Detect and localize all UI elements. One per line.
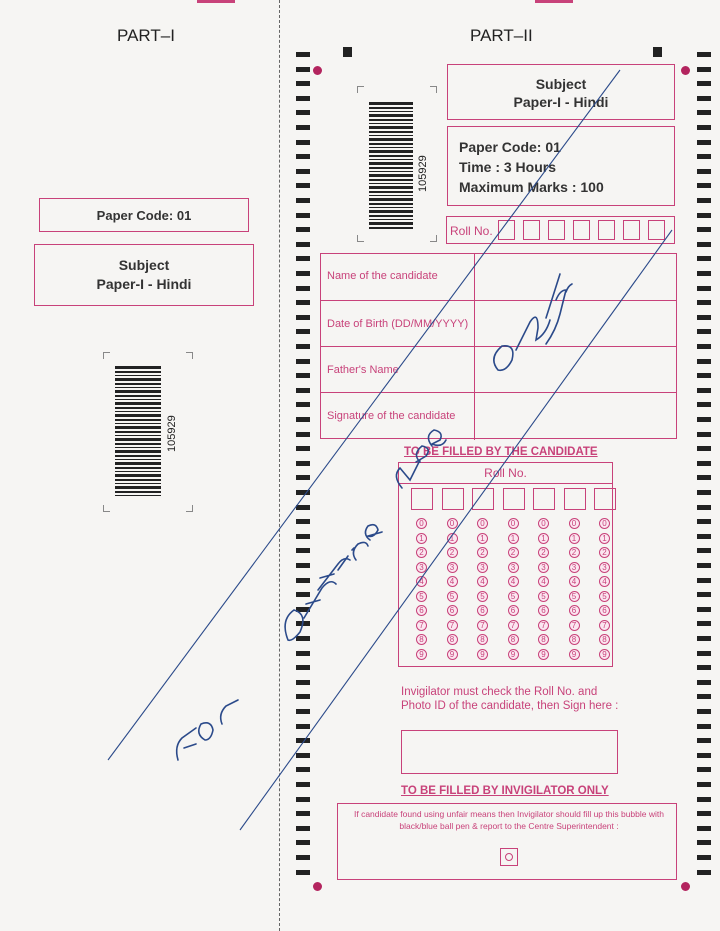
field-signature-label: Signature of the candidate (327, 410, 456, 422)
roll-bubble[interactable]: 5 (538, 591, 549, 602)
roll-bubble[interactable]: 2 (508, 547, 519, 558)
roll-bubble[interactable]: 9 (569, 649, 580, 660)
part1-title: PART–I (117, 26, 175, 45)
part2-paper-code: Paper Code: 01 (459, 139, 561, 155)
roll-bubble[interactable]: 4 (538, 576, 549, 587)
roll-bubble[interactable]: 6 (508, 605, 519, 616)
roll-bubble[interactable]: 8 (569, 634, 580, 645)
roll-bubble[interactable]: 7 (508, 620, 519, 631)
roll-bubble[interactable]: 3 (477, 562, 488, 573)
roll-bubble[interactable]: 6 (538, 605, 549, 616)
field-dob-label: Date of Birth (DD/MM/YYYY) (327, 318, 469, 330)
roll-bubble[interactable]: 3 (508, 562, 519, 573)
roll-bubble[interactable]: 8 (447, 634, 458, 645)
roll-bubble[interactable]: 1 (416, 533, 427, 544)
roll-bubble[interactable]: 7 (447, 620, 458, 631)
part2-subject-label: Subject (535, 76, 587, 92)
roll-bubble[interactable]: 8 (599, 634, 610, 645)
roll-bubble[interactable]: 0 (447, 518, 458, 529)
roll-bubble[interactable]: 7 (569, 620, 580, 631)
part2-max-marks: Maximum Marks : 100 (459, 179, 604, 195)
roll-bubble[interactable]: 0 (538, 518, 549, 529)
roll-bubble[interactable]: 7 (416, 620, 427, 631)
invigilator-note: Invigilator must check the Roll No. and Photo ID of the candidate, then Sign here : (401, 686, 619, 712)
invigilator-section-header: TO BE FILLED BY INVIGILATOR ONLY (401, 785, 609, 797)
roll-bubble[interactable]: 1 (538, 533, 549, 544)
roll-bubble[interactable]: 2 (569, 547, 580, 558)
roll-bubble[interactable]: 5 (508, 591, 519, 602)
roll-bubble[interactable]: 4 (477, 576, 488, 587)
roll-bubble[interactable]: 9 (477, 649, 488, 660)
roll-bubble[interactable]: 4 (599, 576, 610, 587)
part1-subject-value: Paper-I - Hindi (96, 276, 192, 292)
part2-title: PART–II (470, 26, 533, 45)
roll-bubble[interactable]: 5 (569, 591, 580, 602)
roll-bubble[interactable]: 9 (447, 649, 458, 660)
part2-barcode-number: 105929 (417, 155, 429, 192)
roll-bubble[interactable]: 5 (447, 591, 458, 602)
roll-bubble[interactable]: 6 (447, 605, 458, 616)
roll-bubble[interactable]: 1 (508, 533, 519, 544)
unfair-means-note: If candidate found using unfair means then Invigilator should fill up this bubble with black/blue ball pen & report to the Centre Superintendent : (354, 809, 664, 831)
roll-bubble[interactable]: 3 (447, 562, 458, 573)
roll-bubble[interactable]: 5 (416, 591, 427, 602)
roll-bubble[interactable]: 3 (569, 562, 580, 573)
roll-bubble[interactable]: 7 (538, 620, 549, 631)
roll-bubble[interactable]: 0 (416, 518, 427, 529)
roll-bubble[interactable]: 4 (508, 576, 519, 587)
roll-bubble[interactable]: 3 (599, 562, 610, 573)
roll-bubble[interactable]: 1 (569, 533, 580, 544)
roll-bubble[interactable]: 0 (508, 518, 519, 529)
roll-bubble[interactable]: 6 (599, 605, 610, 616)
part1-subject-label: Subject (118, 257, 170, 273)
candidate-section-header: TO BE FILLED BY THE CANDIDATE (404, 446, 598, 458)
roll-bubble[interactable]: 2 (416, 547, 427, 558)
field-father-label: Father's Name (327, 364, 399, 376)
roll-bubble[interactable]: 4 (416, 576, 427, 587)
roll-bubble[interactable]: 2 (477, 547, 488, 558)
roll-bubble[interactable]: 4 (447, 576, 458, 587)
roll-bubble[interactable]: 3 (416, 562, 427, 573)
roll-bubble[interactable]: 0 (477, 518, 488, 529)
roll-bubble[interactable]: 0 (569, 518, 580, 529)
roll-bubble[interactable]: 3 (538, 562, 549, 573)
roll-bubble[interactable]: 8 (416, 634, 427, 645)
roll-bubble[interactable]: 8 (538, 634, 549, 645)
roll-bubble[interactable]: 2 (599, 547, 610, 558)
field-name-label: Name of the candidate (327, 270, 438, 282)
roll-grid-label: Roll No. (399, 463, 612, 484)
roll-bubble[interactable]: 8 (508, 634, 519, 645)
roll-bubble[interactable]: 6 (569, 605, 580, 616)
roll-bubble[interactable]: 2 (447, 547, 458, 558)
roll-bubble[interactable]: 5 (599, 591, 610, 602)
roll-bubble[interactable]: 7 (599, 620, 610, 631)
roll-bubble[interactable]: 6 (477, 605, 488, 616)
roll-bubble[interactable]: 8 (477, 634, 488, 645)
roll-bubble[interactable]: 0 (599, 518, 610, 529)
roll-bubble[interactable]: 9 (538, 649, 549, 660)
roll-bubble[interactable]: 5 (477, 591, 488, 602)
roll-bubble[interactable]: 1 (477, 533, 488, 544)
roll-bubble[interactable]: 6 (416, 605, 427, 616)
part1-barcode-number: 105929 (166, 415, 178, 452)
roll-bubble[interactable]: 9 (508, 649, 519, 660)
roll-bubble[interactable]: 1 (599, 533, 610, 544)
roll-bubble[interactable]: 4 (569, 576, 580, 587)
part1-paper-code: Paper Code: 01 (96, 208, 192, 223)
roll-bubble[interactable]: 7 (477, 620, 488, 631)
roll-bubble[interactable]: 1 (447, 533, 458, 544)
part2-roll-no-label: Roll No. (450, 224, 493, 238)
part2-subject-value: Paper-I - Hindi (513, 94, 609, 110)
part2-time: Time : 3 Hours (459, 159, 556, 175)
roll-bubble[interactable]: 2 (538, 547, 549, 558)
roll-bubble[interactable]: 9 (416, 649, 427, 660)
roll-bubble[interactable]: 9 (599, 649, 610, 660)
